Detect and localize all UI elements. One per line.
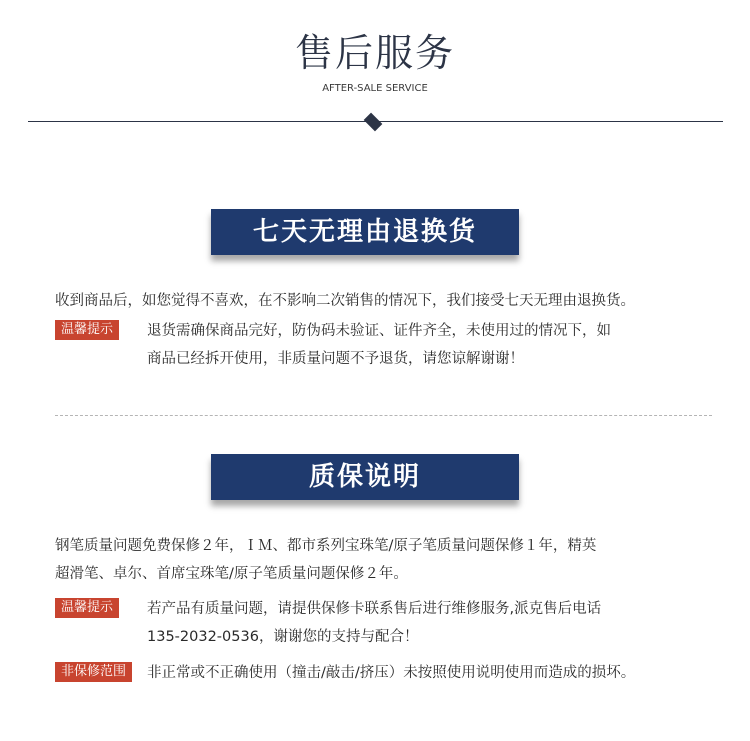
section-divider — [55, 415, 712, 416]
warranty-tip-line-1: 若产品有质量问题，请提供保修卡联系售后进行维修服务,派克售后电话 — [147, 601, 602, 617]
page-subtitle: AFTER-SALE SERVICE — [322, 83, 428, 94]
return-policy-banner: 七天无理由退换货 — [211, 209, 519, 255]
return-tip-tag: 温馨提示 — [55, 320, 119, 340]
exclusion-text: 非正常或不正确使用（撞击/敲击/挤压）未按照使用说明使用而造成的损坏。 — [147, 665, 636, 681]
diamond-ornament-icon — [364, 113, 383, 132]
return-tip-line-2: 商品已经拆开使用，非质量问题不予退货，请您谅解谢谢！ — [147, 351, 524, 367]
warranty-tip-tag: 温馨提示 — [55, 598, 119, 618]
warranty-banner: 质保说明 — [211, 454, 519, 500]
warranty-intro-line-2: 超滑笔、卓尔、首席宝珠笔/原子笔质量问题保修２年。 — [55, 566, 408, 582]
warranty-tip-line-2: 135-2032-0536，谢谢您的支持与配合！ — [147, 629, 419, 645]
return-policy-intro: 收到商品后，如您觉得不喜欢，在不影响二次销售的情况下，我们接受七天无理由退换货。 — [55, 293, 635, 309]
page-title: 售后服务 — [294, 31, 455, 75]
warranty-intro-line-1: 钢笔质量问题免费保修２年，ＩＭ、都市系列宝珠笔/原子笔质量问题保修１年，精英 — [55, 538, 597, 554]
exclusion-tag: 非保修范围 — [55, 662, 132, 682]
return-tip-line-1: 退货需确保商品完好，防伪码未验证、证件齐全，未使用过的情况下，如 — [147, 323, 611, 339]
